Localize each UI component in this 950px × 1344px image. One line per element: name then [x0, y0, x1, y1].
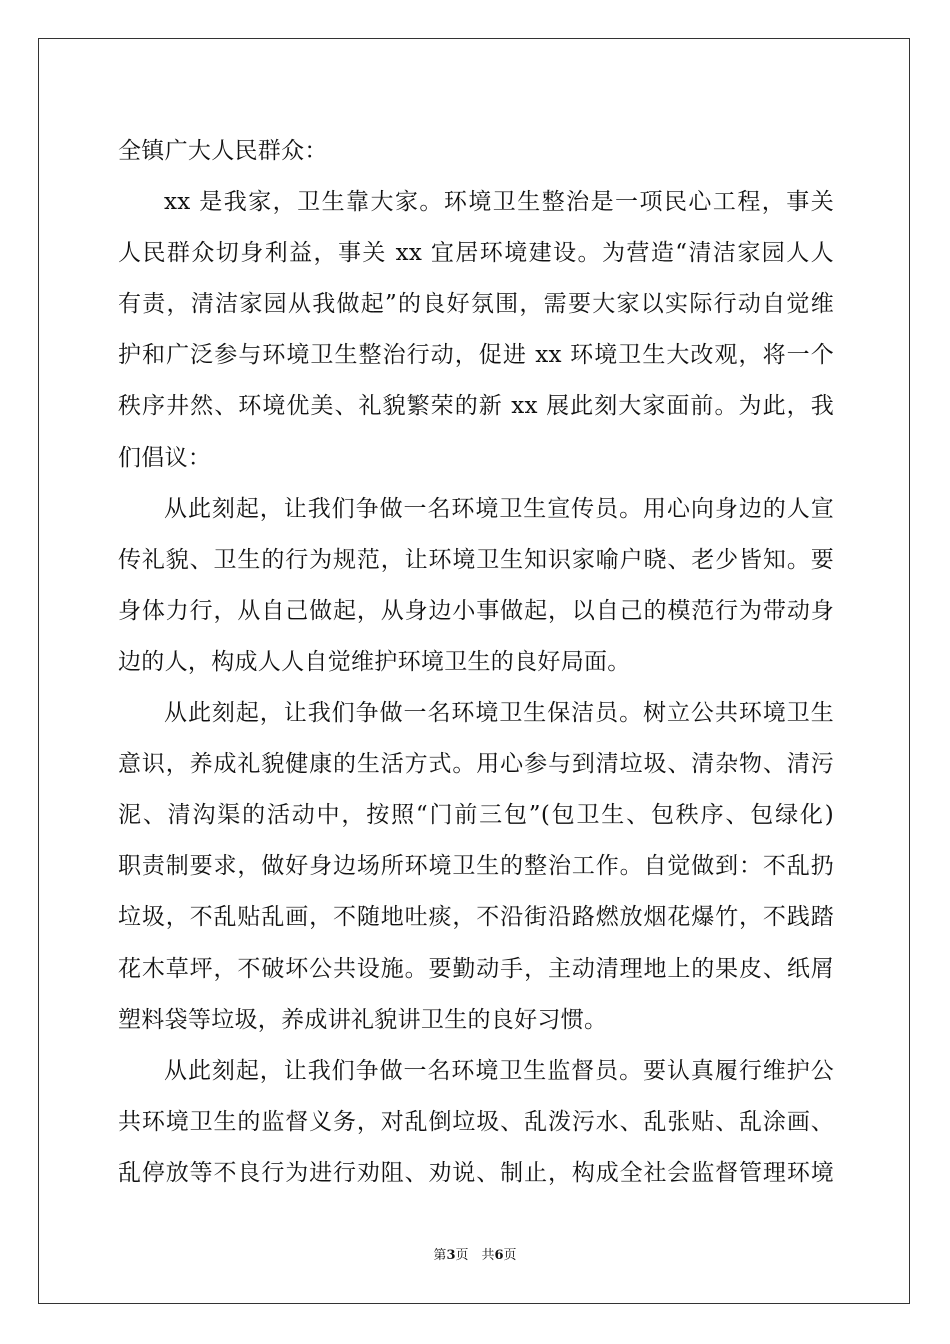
text-line: 护和广泛参与环境卫生整治行动，促进 xx 环境卫生大改观，将一个 [118, 342, 834, 369]
text-line: 乱停放等不良行为进行劝阻、劝说、制止，构成全社会监督管理环境 [118, 1159, 834, 1186]
text-line: 从此刻起，让我们争做一名环境卫生保洁员。树立公共环境卫生 [164, 700, 834, 727]
footer-suffix: 页 [503, 1248, 517, 1263]
text-line: 全镇广大人民群众： [118, 138, 328, 164]
text-line: xx 是我家，卫生靠大家。环境卫生整治是一项民心工程，事关 [164, 189, 834, 216]
text-line: 身体力行，从自己做起，从身边小事做起，以自己的模范行为带动身 [118, 597, 834, 624]
text-line: 塑料袋等垃圾，养成讲礼貌讲卫生的良好习惯。 [118, 1006, 608, 1033]
current-page-number: 3 [446, 1248, 456, 1263]
text-line: 共环境卫生的监督义务，对乱倒垃圾、乱泼污水、乱张贴、乱涂画、 [118, 1108, 834, 1135]
text-line: 意识，养成礼貌健康的生活方式。用心参与到清垃圾、清杂物、清污 [118, 751, 834, 778]
text-line: 从此刻起，让我们争做一名环境卫生监督员。要认真履行维护公 [164, 1057, 834, 1084]
text-line: 边的人，构成人人自觉维护环境卫生的良好局面。 [118, 648, 631, 675]
text-line: 职责制要求，做好身边场所环境卫生的整治工作。自觉做到：不乱扔 [118, 853, 834, 880]
text-line: 垃圾，不乱贴乱画，不随地吐痰，不沿街沿路燃放烟花爆竹，不践踏 [118, 904, 834, 931]
text-line: 从此刻起，让我们争做一名环境卫生宣传员。用心向身边的人宣 [164, 495, 834, 522]
document-body [118, 126, 834, 1199]
text-line: 有责，清洁家园从我做起”的良好氛围，需要大家以实际行动自觉维 [118, 291, 834, 318]
page-footer [0, 1248, 950, 1264]
total-page-count: 6 [494, 1248, 504, 1263]
text-line: 们倡议： [118, 444, 212, 471]
text-line: 秩序井然、环境优美、礼貌繁荣的新 xx 展此刻大家面前。为此，我 [118, 393, 834, 420]
text-line: 人民群众切身利益，事关 xx 宜居环境建设。为营造“清洁家园人人 [118, 240, 834, 267]
text-line: 泥、清沟渠的活动中，按照“门前三包”(包卫生、包秩序、包绿化) [118, 802, 834, 829]
footer-prefix: 第 [433, 1248, 447, 1263]
text-line: 花木草坪，不破坏公共设施。要勤动手，主动清理地上的果皮、纸屑 [118, 955, 834, 982]
footer-middle: 页 共 [455, 1248, 495, 1263]
text-line: 传礼貌、卫生的行为规范，让环境卫生知识家喻户晓、老少皆知。要 [118, 546, 834, 573]
